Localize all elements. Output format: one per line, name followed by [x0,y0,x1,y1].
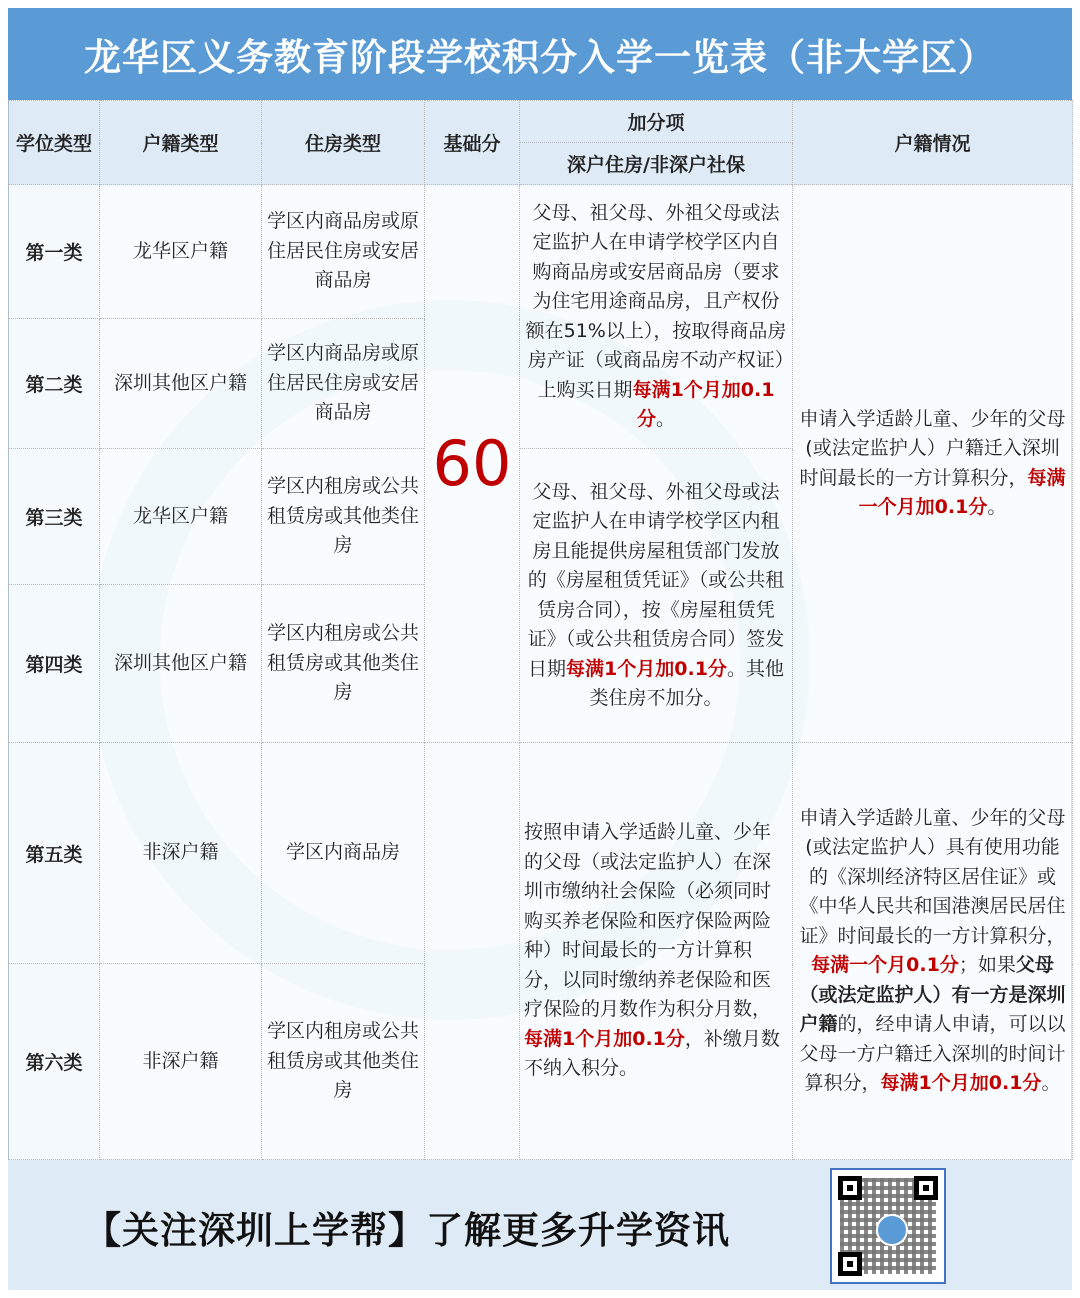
bonus-own-body: 父母、祖父母、外祖父母或法定监护人在申请学校学区内自购商品房或安居商品房（要求为住宅用途商品房，且产权份额在51%以上），按取得商品房房产证（或商品房不动产权证）上购买日期 [525,201,787,401]
hukou-sz-body: 申请入学适龄儿童、少年的父母(或法定监护人）户籍迁入深圳时间最长的一方计算积分， [799,407,1066,489]
hukou-sz-text [793,405,1072,523]
hukou-non-sz-p2: 的，经申请人申请，可以以父母一方户籍迁入深圳的时间计算积分， [799,1013,1066,1094]
housing-text: 学区内商品房 [285,841,400,864]
table-row [9,185,1073,319]
housing-cell [262,319,425,449]
footer-text: 【关注深圳上学帮】了解更多升学资讯 [84,1209,730,1252]
hukou-cell: 非深户籍 [100,964,262,1160]
category-cell: 第三类 [9,449,100,585]
bonus-rent-cell [520,449,793,743]
bonus-rent-text [520,478,792,714]
header-base-score: 基础分 [425,101,520,185]
hukou-non-sz-p1: 申请入学适龄儿童、少年的父母(或法定监护人）具有使用功能的《深圳经济特区居住证》或《中华人民共和国港澳居民居住证》时间最长的一方计算积分， [799,806,1066,947]
housing-text: 学区内租房或公共租赁房或其他类住房 [266,475,419,557]
category-cell: 第二类 [9,319,100,449]
housing-text: 学区内租房或公共租赁房或其他类住房 [266,622,419,704]
bonus-social-cell [520,743,793,1160]
qr-finder-icon [838,1252,862,1276]
housing-text: 学区内租房或公共租赁房或其他类住房 [266,1020,419,1102]
housing-text: 学区内商品房或原住居民住房或安居商品房 [266,210,419,292]
bonus-own-text [520,199,792,435]
title-bar [8,8,1072,100]
hukou-sz-cell [793,185,1073,743]
qr-finder-icon [838,1176,862,1200]
category-cell: 第四类 [9,585,100,743]
housing-cell [262,585,425,743]
hukou-sz-highlight: 每满一个月加0.1分 [858,466,1066,518]
table-row [9,743,1073,964]
bonus-social-text [520,818,792,1084]
hukou-cell: 深圳其他区户籍 [100,585,262,743]
bonus-rent-tail: 。其他类住房不加分。 [589,657,784,709]
header-hukou-type: 户籍类型 [100,101,262,185]
hukou-sz-tail: 。 [987,496,1007,518]
bonus-own-cell [520,185,793,449]
category-cell: 第五类 [9,743,100,964]
bonus-own-highlight: 每满1个月加0.1分 [632,378,775,430]
header-bonus: 加分项 [520,101,793,143]
hukou-cell: 龙华区户籍 [100,185,262,319]
hukou-non-sz-b1: 父母（或法定监护人）有一方是深圳户籍 [799,954,1066,1035]
hukou-non-sz-t1: ；如果 [958,954,1016,976]
category-cell: 第六类 [9,964,100,1160]
housing-cell [262,964,425,1160]
hukou-non-sz-t2: 。 [1041,1072,1061,1094]
bonus-rent-body: 父母、祖父母、外祖父母或法定监护人在申请学校学区内租房且能提供房屋租赁部门发放的《房屋租赁凭证》（或公共租赁房合同），按《房屋租赁凭证》（或公共租赁房合同）签发日期 [527,480,785,680]
header-housing-type: 住房类型 [262,101,425,185]
bonus-rent-highlight: 每满1个月加0.1分 [566,657,727,680]
admission-table [8,100,1073,1160]
base-score-cell: 60 [425,185,520,743]
housing-cell [262,743,425,964]
base-empty-cell [425,743,520,1160]
bonus-social-highlight: 每满1个月加0.1分 [524,1027,685,1050]
bonus-social-body: 按照申请入学适龄儿童、少年的父母（或法定监护人）在深圳市缴纳社会保险（必须同时购买养老保险和医疗保险两险种）时间最长的一方计算积分，以同时缴纳养老保险和医疗保险的月数作为积分月数， [524,821,772,1021]
qr-logo-icon [876,1214,908,1246]
hukou-non-sz-text [793,804,1072,1099]
header-hukou-status: 户籍情况 [793,101,1073,185]
bonus-social-tail: ，补缴月数不纳入积分。 [524,1027,780,1080]
hukou-cell: 非深户籍 [100,743,262,964]
hukou-non-sz-cell [793,743,1073,1160]
bonus-own-tail: 。 [656,408,676,430]
housing-cell [262,449,425,585]
housing-cell [262,185,425,319]
header-row [9,101,1073,143]
page-title: 龙华区义务教育阶段学校积分入学一览表（非大学区） [84,36,996,79]
header-bonus-sub: 深户住房/非深户社保 [520,143,793,185]
qr-code [830,1168,946,1284]
hukou-cell: 龙华区户籍 [100,449,262,585]
hukou-non-sz-h2: 每满1个月加0.1分 [880,1072,1042,1094]
header-degree-type: 学位类型 [9,101,100,185]
category-cell: 第一类 [9,185,100,319]
hukou-cell: 深圳其他区户籍 [100,319,262,449]
housing-text: 学区内商品房或原住居民住房或安居商品房 [266,342,419,424]
qr-finder-icon [914,1176,938,1200]
hukou-non-sz-h1: 每满一个月0.1分 [811,954,959,976]
